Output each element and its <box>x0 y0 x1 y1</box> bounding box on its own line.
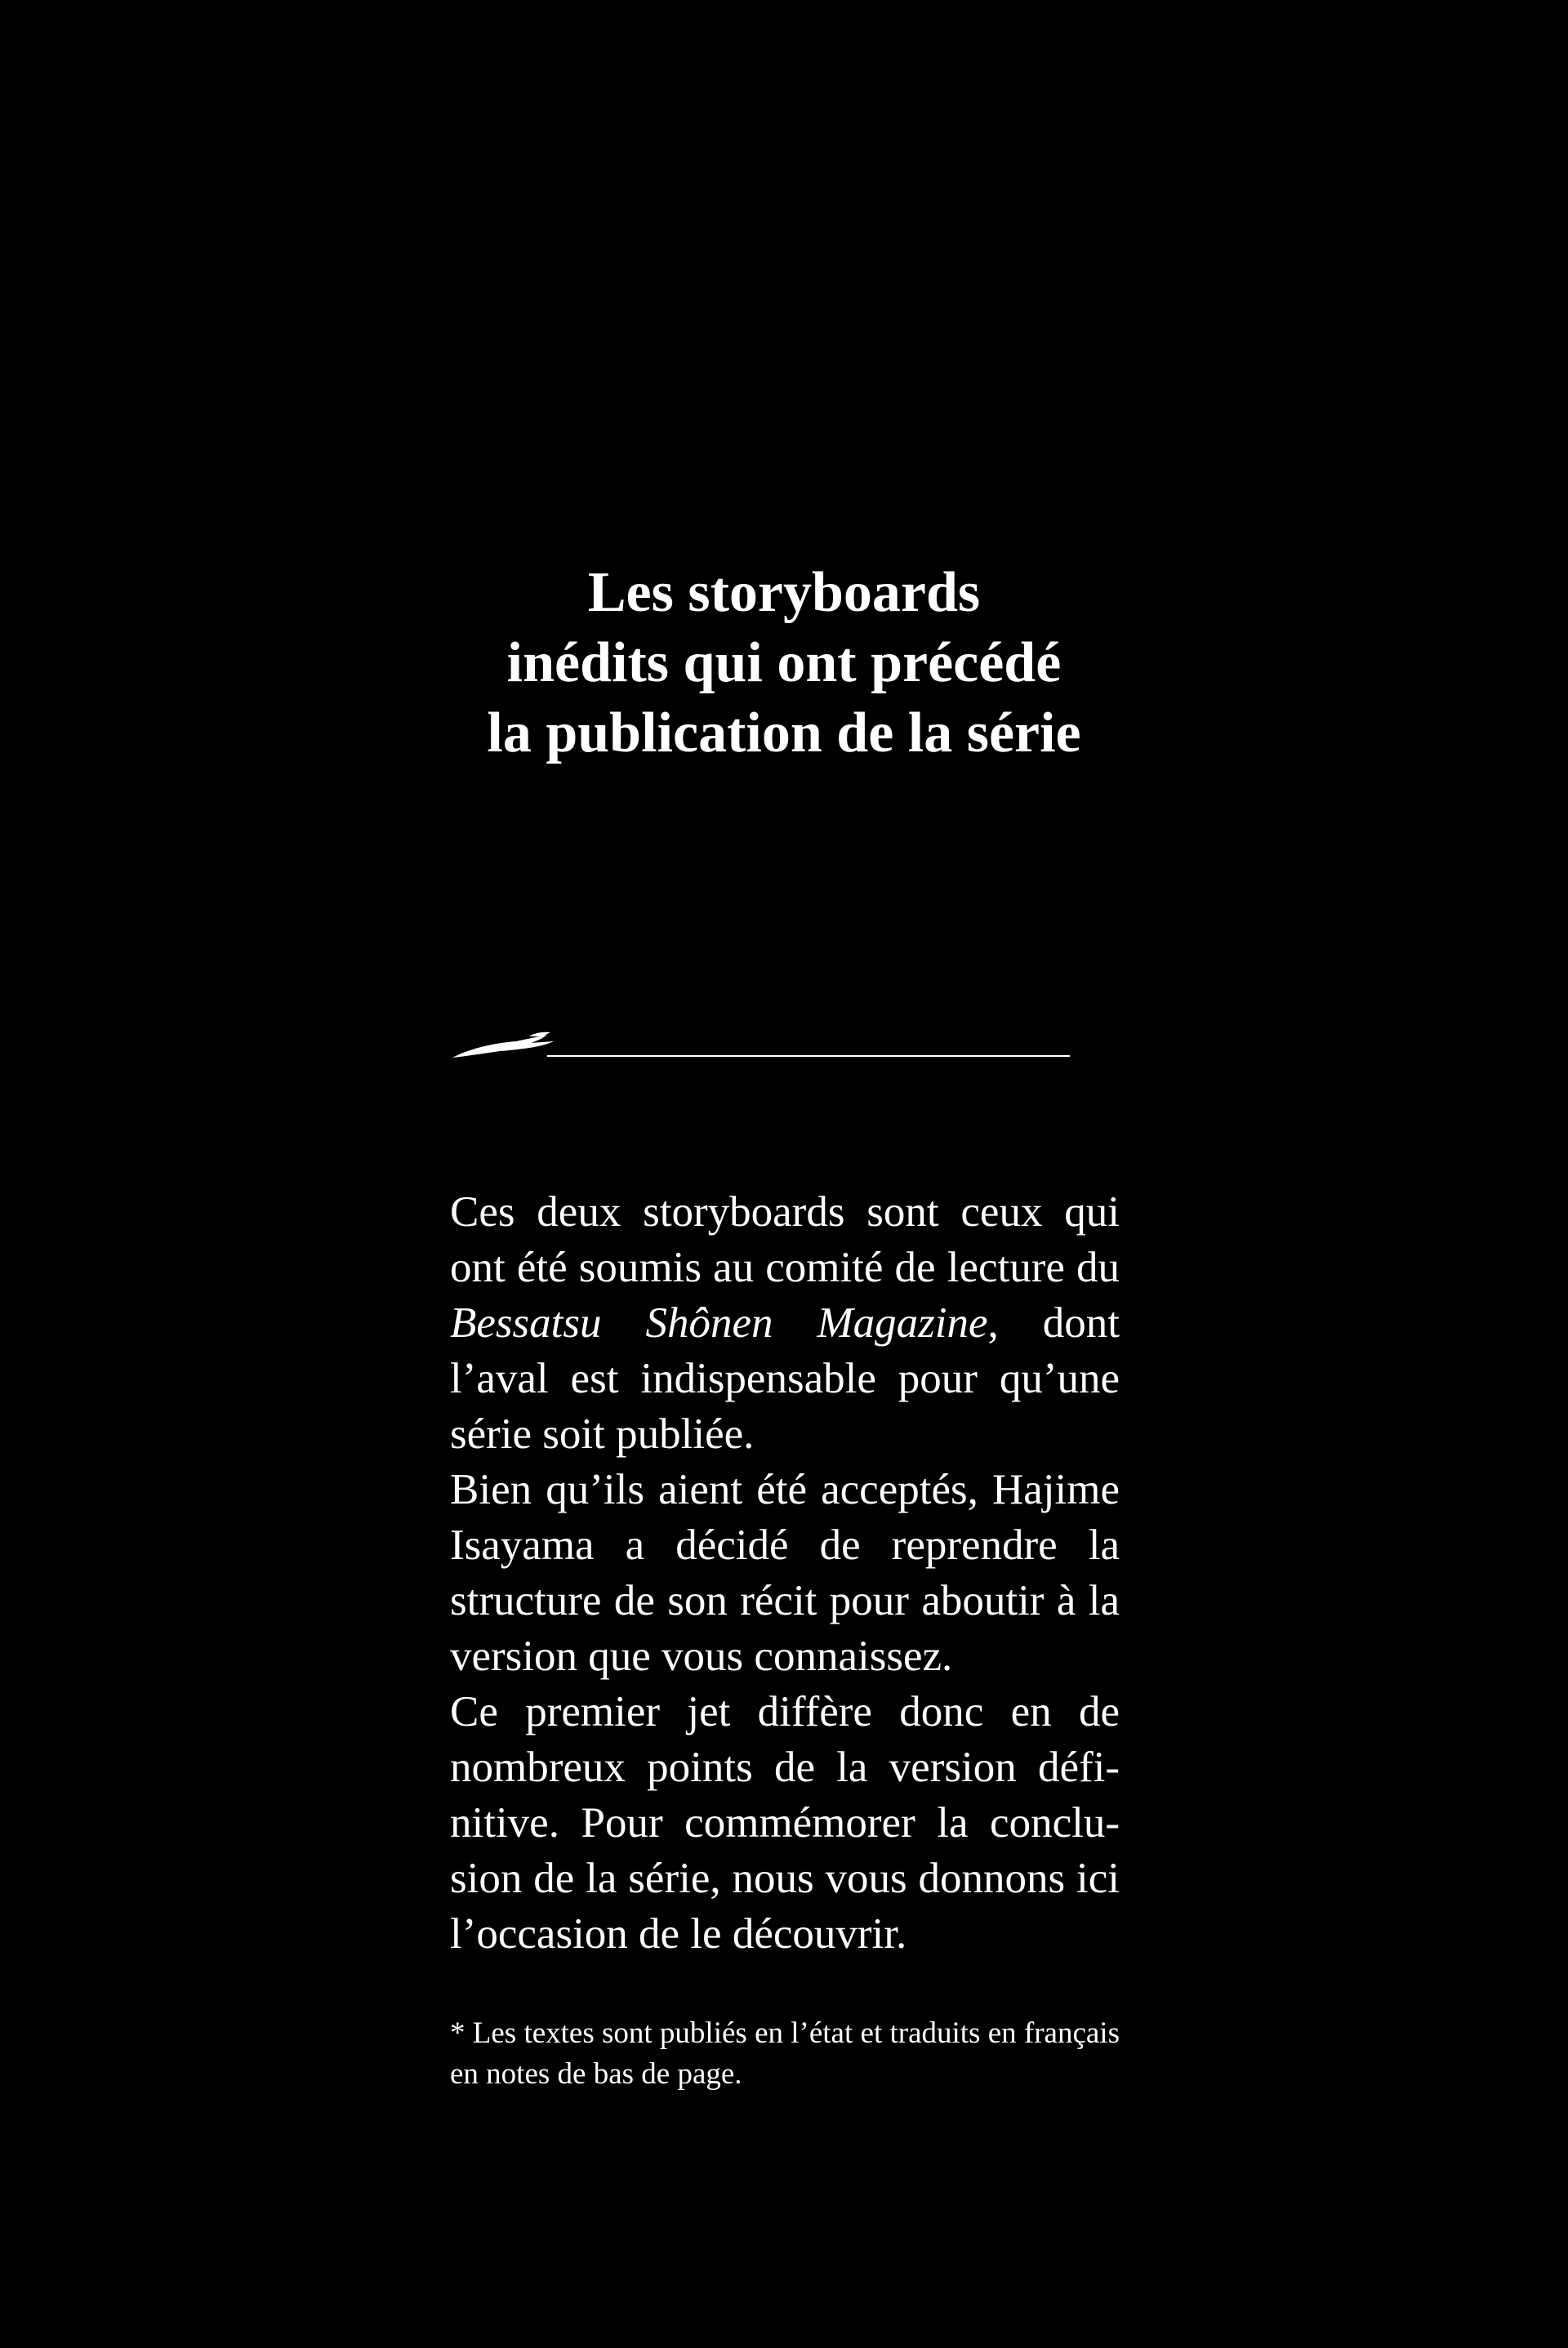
page-title <box>0 558 1568 769</box>
intro-paragraph-2: Bien qu’ils aient été acceptés, Hajime Isayama a décidé de reprendre la structure de son récit pour aboutir à la version que vous connaissez. <box>450 1466 1120 1680</box>
quill-divider <box>451 1025 1071 1058</box>
title-line-1: Les storyboards <box>587 561 981 624</box>
intro-text <box>450 1184 1120 1962</box>
title-line-3: la publication de la série <box>487 702 1081 764</box>
intro-p1-end: , dont l’aval est indispensable pour qu’une série soit publiée. <box>450 1299 1120 1458</box>
title-line-2: inédits qui ont précédé <box>506 631 1062 694</box>
intro-paragraph-3: Ce premier jet diffère donc en de nombreux points de la version définitive. Pour commémorer la conclusion de la série, nous vous donnons ici l’occasion de le découvrir. <box>450 1688 1120 1958</box>
footnote: * Les textes sont publiés en l’état et traduits en français en notes de bas de page. <box>450 2016 1120 2091</box>
magazine-name: Bessatsu Shônen Magazine <box>450 1299 988 1347</box>
quill-feather-icon <box>452 1032 554 1058</box>
intro-p1-start: Ces deux storyboards sont ceux qui ont été soumis au comité de lecture du <box>450 1188 1120 1291</box>
intro-paragraph-1 <box>450 1184 1120 1462</box>
